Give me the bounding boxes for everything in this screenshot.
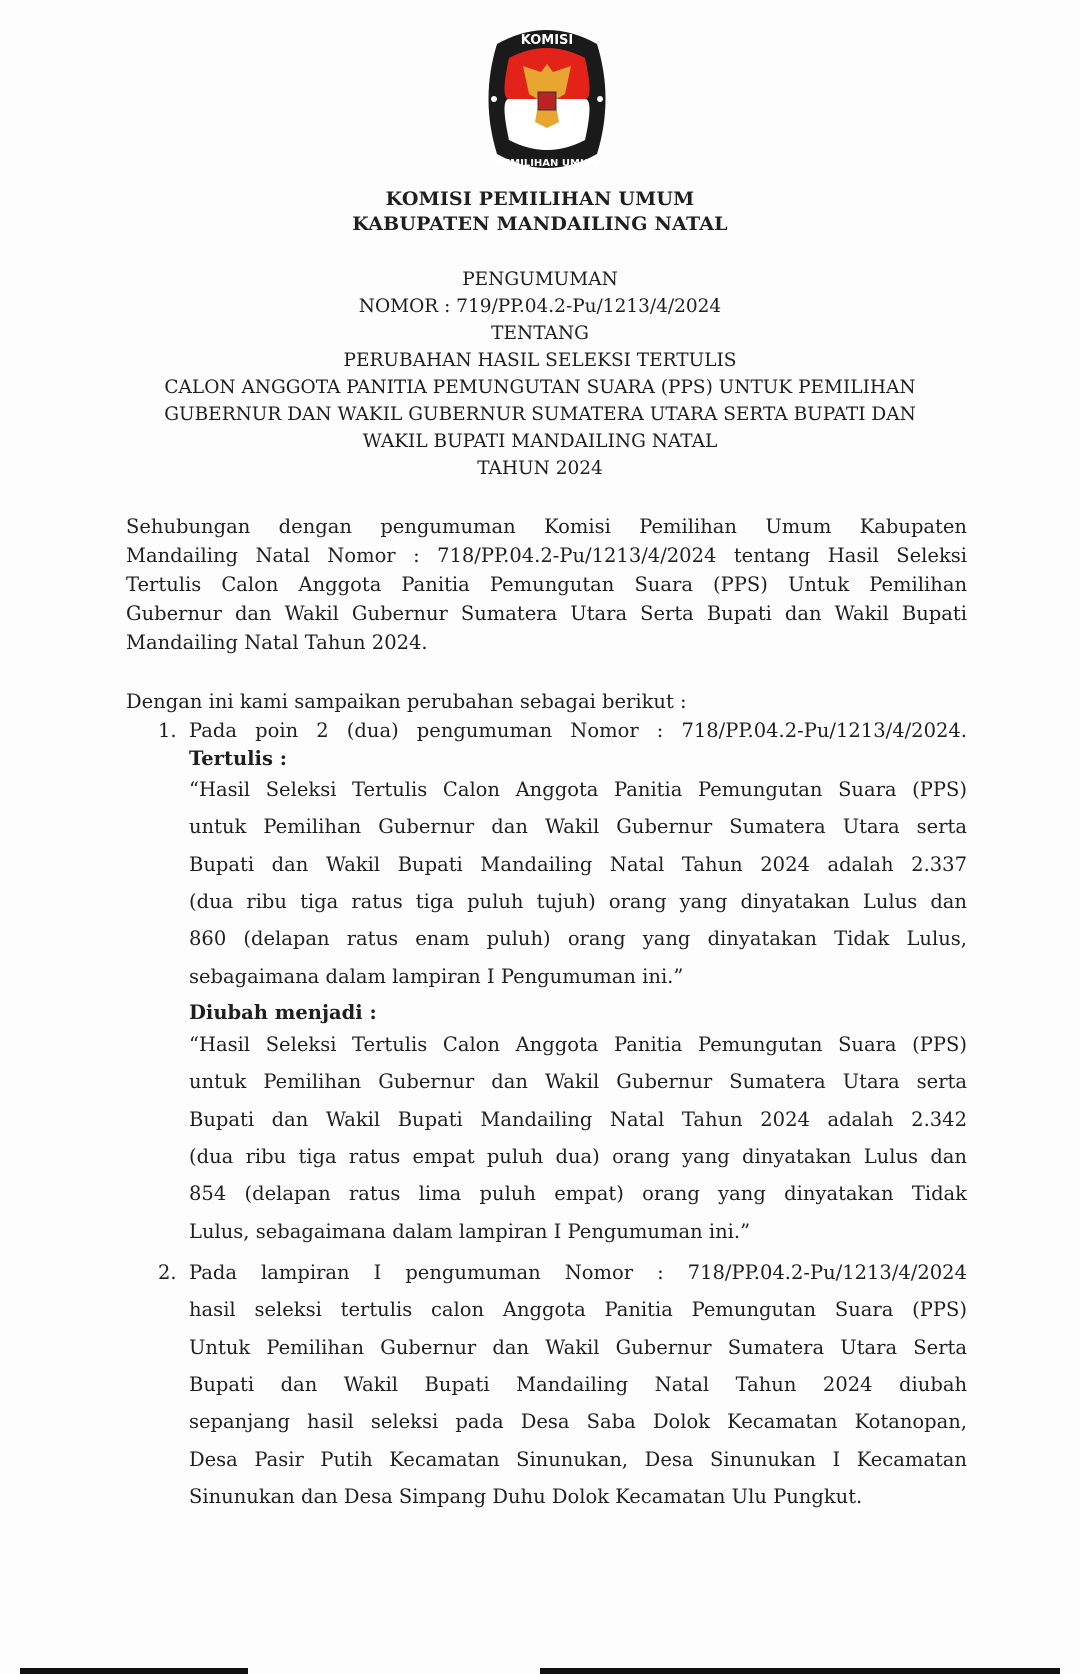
title-line: PERUBAHAN HASIL SELEKSI TERTULIS bbox=[343, 350, 737, 371]
title-line: TAHUN 2024 bbox=[477, 458, 603, 479]
quote-line: Bupati dan Wakil Bupati Mandailing Natal Tahun 2024 adalah 2.337 bbox=[189, 852, 967, 876]
quote-line: Bupati dan Wakil Bupati Mandailing Natal Tahun 2024 adalah 2.342 bbox=[189, 1107, 967, 1131]
footer-rule-right bbox=[540, 1668, 1060, 1674]
quote-line: Lulus, sebagaimana dalam lampiran I Pengumuman ini.” bbox=[189, 1219, 751, 1243]
quote-line: “Hasil Seleksi Tertulis Calon Anggota Panitia Pemungutan Suara (PPS) bbox=[189, 778, 967, 801]
title-line: NOMOR : 719/PP.04.2-Pu/1213/4/2024 bbox=[358, 296, 722, 317]
item-line: Bupati dan Wakil Bupati Mandailing Natal Tahun 2024 diubah bbox=[189, 1372, 967, 1396]
quote-line: untuk Pemilihan Gubernur dan Wakil Gubernur Sumatera Utara serta bbox=[189, 815, 967, 839]
intro-line: Mandailing Natal Tahun 2024. bbox=[126, 631, 428, 654]
intro-line: Sehubungan dengan pengumuman Komisi Pemilihan Umum Kabupaten bbox=[126, 515, 967, 538]
svg-text:KOMISI: KOMISI bbox=[520, 33, 574, 48]
item-line: Sinunukan dan Desa Simpang Duhu Dolok Kecamatan Ulu Pungkut. bbox=[189, 1484, 863, 1508]
quote-line: “Hasil Seleksi Tertulis Calon Anggota Panitia Pemungutan Suara (PPS) bbox=[189, 1033, 967, 1056]
kpu-logo bbox=[482, 24, 612, 174]
quote-line: (dua ribu tiga ratus empat puluh dua) orang yang dinyatakan Lulus dan bbox=[189, 1144, 967, 1168]
footer-rule-left bbox=[20, 1668, 248, 1674]
lead-text: Dengan ini kami sampaikan perubahan sebagai berikut : bbox=[126, 690, 687, 713]
title-line: CALON ANGGOTA PANITIA PEMUNGUTAN SUARA (PPS) UNTUK PEMILIHAN bbox=[164, 377, 916, 398]
title-line: WAKIL BUPATI MANDAILING NATAL bbox=[362, 431, 718, 452]
list-number: 2. bbox=[158, 1261, 177, 1284]
item-line: Untuk Pemilihan Gubernur dan Wakil Gubernur Sumatera Utara Serta bbox=[189, 1335, 967, 1359]
org-region: KABUPATEN MANDAILING NATAL bbox=[352, 213, 728, 235]
quote-line: 860 (delapan ratus enam puluh) orang yang dinyatakan Tidak Lulus, bbox=[189, 927, 967, 951]
item-line: Pada lampiran I pengumuman Nomor : 718/PP.04.2-Pu/1213/4/2024 bbox=[189, 1261, 967, 1284]
tertulis-label: Tertulis : bbox=[189, 747, 287, 770]
title-line: PENGUMUMAN bbox=[462, 269, 618, 290]
item-line: sepanjang hasil seleksi pada Desa Saba Dolok Kecamatan Kotanopan, bbox=[189, 1410, 967, 1434]
svg-text:PEMILIHAN UMUM: PEMILIHAN UMUM bbox=[495, 158, 599, 169]
title-line: TENTANG bbox=[491, 323, 589, 344]
quote-line: untuk Pemilihan Gubernur dan Wakil Gubernur Sumatera Utara serta bbox=[189, 1070, 967, 1094]
item-line: Desa Pasir Putih Kecamatan Sinunukan, Desa Sinunukan I Kecamatan bbox=[189, 1447, 967, 1471]
intro-line: Mandailing Natal Nomor : 718/PP.04.2-Pu/1213/4/2024 tentang Hasil Seleksi bbox=[126, 544, 967, 567]
quote-line: 854 (delapan ratus lima puluh empat) orang yang dinyatakan Tidak bbox=[189, 1182, 967, 1206]
org-name: KOMISI PEMILIHAN UMUM bbox=[385, 188, 695, 210]
diubah-label: Diubah menjadi : bbox=[189, 1001, 377, 1024]
quote-line: (dua ribu tiga ratus tiga puluh tujuh) orang yang dinyatakan Lulus dan bbox=[189, 889, 967, 913]
intro-line: Gubernur dan Wakil Gubernur Sumatera Utara Serta Bupati dan Wakil Bupati bbox=[126, 602, 967, 625]
intro-line: Tertulis Calon Anggota Panitia Pemungutan Suara (PPS) Untuk Pemilihan bbox=[126, 573, 967, 596]
item-line: hasil seleksi tertulis calon Anggota Panitia Pemungutan Suara (PPS) bbox=[189, 1298, 967, 1322]
list-number: 1. bbox=[158, 719, 177, 742]
title-line: GUBERNUR DAN WAKIL GUBERNUR SUMATERA UTARA SERTA BUPATI DAN bbox=[164, 404, 916, 425]
item-text: Pada poin 2 (dua) pengumuman Nomor : 718/PP.04.2-Pu/1213/4/2024. bbox=[189, 719, 967, 742]
quote-line: sebagaimana dalam lampiran I Pengumuman ini.” bbox=[189, 964, 684, 988]
announcement-title bbox=[0, 266, 1080, 482]
